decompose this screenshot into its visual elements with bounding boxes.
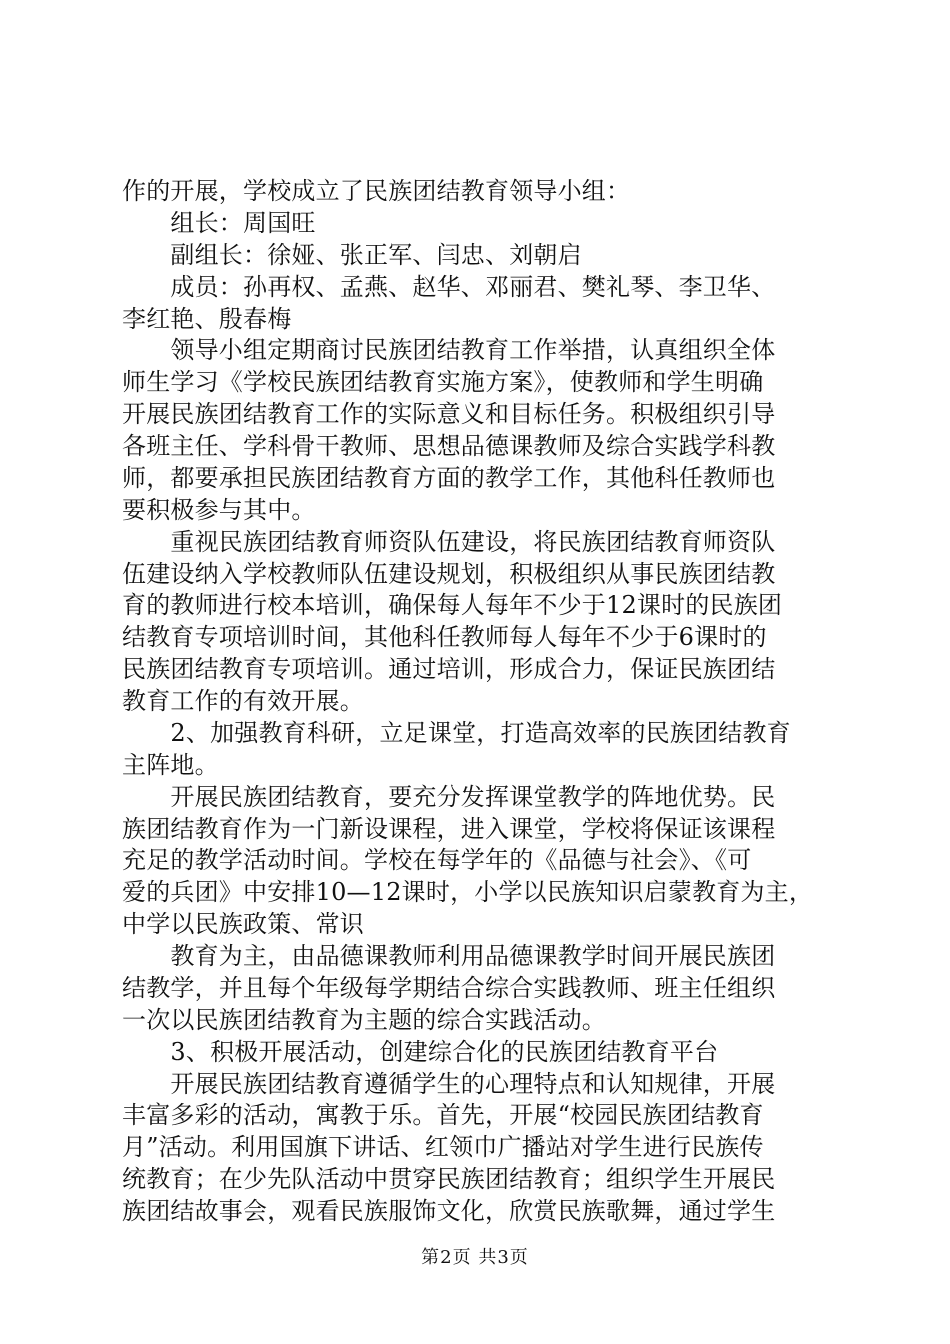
text-line: 2、加强教育科研，立足课堂，打造高效率的民族团结教育 [122,718,791,747]
text-line: 丰富多彩的活动，寓教于乐。首先，开展“校园民族团结教育 [122,1101,764,1130]
page-footer: 第2页 共3页 [421,1247,529,1268]
text-line: 师，都要承担民族团结教育方面的教学工作，其他科任教师也 [122,463,776,492]
text-line: 统教育；在少先队活动中贯穿民族团结教育；组织学生开展民 [122,1165,776,1194]
text-line: 重视民族团结教育师资队伍建设，将民族团结教育师资队 [122,527,776,556]
text-line: 中学以民族政策、常识 [122,910,364,939]
text-line: 教育工作的有效开展。 [122,687,364,715]
text-line: 教育为主，由品德课教师利用品德课教学时间开展民族团 [122,942,776,970]
text-line: 族团结教育作为一门新设课程，进入课堂，学校将保证该课程 [122,814,776,843]
text-line: 开展民族团结教育工作的实际意义和目标任务。积极组织引导 [122,400,776,429]
text-line: 成员：孙再权、孟燕、赵华、邓丽君、樊礼琴、李卫华、 [122,272,776,301]
text-line: 师生学习《学校民族团结教育实施方案》，使教师和学生明确 [122,368,764,397]
text-line: 结教学，并且每个年级每学期结合综合实践教师、班主任组织 [122,973,776,1002]
text-line: 一次以民族团结教育为主题的综合实践活动。 [122,1005,606,1034]
text-line: 各班主任、学科骨干教师、思想品德课教师及综合实践学科教 [122,432,776,460]
text-line: 结教育专项培训时间，其他科任教师每人每年不少于6课时的 [122,623,767,652]
text-line: 李红艳、殷春梅 [122,304,292,333]
text-line: 组长：周国旺 [122,208,316,237]
text-line: 主阵地。 [122,750,219,779]
text-line: 爱的兵团》中安排10—12课时，小学以民族知识启蒙教育为主， [122,878,814,907]
text-line: 充足的教学活动时间。学校在每学年的《品德与社会》、《可 [122,846,752,875]
text-line: 要积极参与其中。 [122,495,316,524]
text-line: 民族团结教育专项培训。通过培训，形成合力，保证民族团结 [122,655,776,684]
text-line: 月”活动。利用国旗下讲话、红领巾广播站对学生进行民族传 [122,1133,764,1162]
text-line: 伍建设纳入学校教师队伍建设规划，积极组织从事民族团结教 [122,559,776,588]
text-line: 开展民族团结教育遵循学生的心理特点和认知规律，开展 [122,1069,776,1098]
text-line: 族团结故事会，观看民族服饰文化，欣赏民族歌舞，通过学生 [122,1197,776,1225]
text-line: 育的教师进行校本培训，确保每人每年不少于12课时的民族团 [122,591,783,620]
text-line: 3、积极开展活动，创建综合化的民族团结教育平台 [122,1037,719,1066]
text-line: 领导小组定期商讨民族团结教育工作举措，认真组织全体 [122,336,776,365]
text-line: 开展民族团结教育，要充分发挥课堂教学的阵地优势。民 [122,782,776,811]
text-line: 作的开展，学校成立了民族团结教育领导小组： [122,177,631,205]
text-line: 副组长：徐娅、张正军、闫忠、刘朝启 [122,240,582,269]
